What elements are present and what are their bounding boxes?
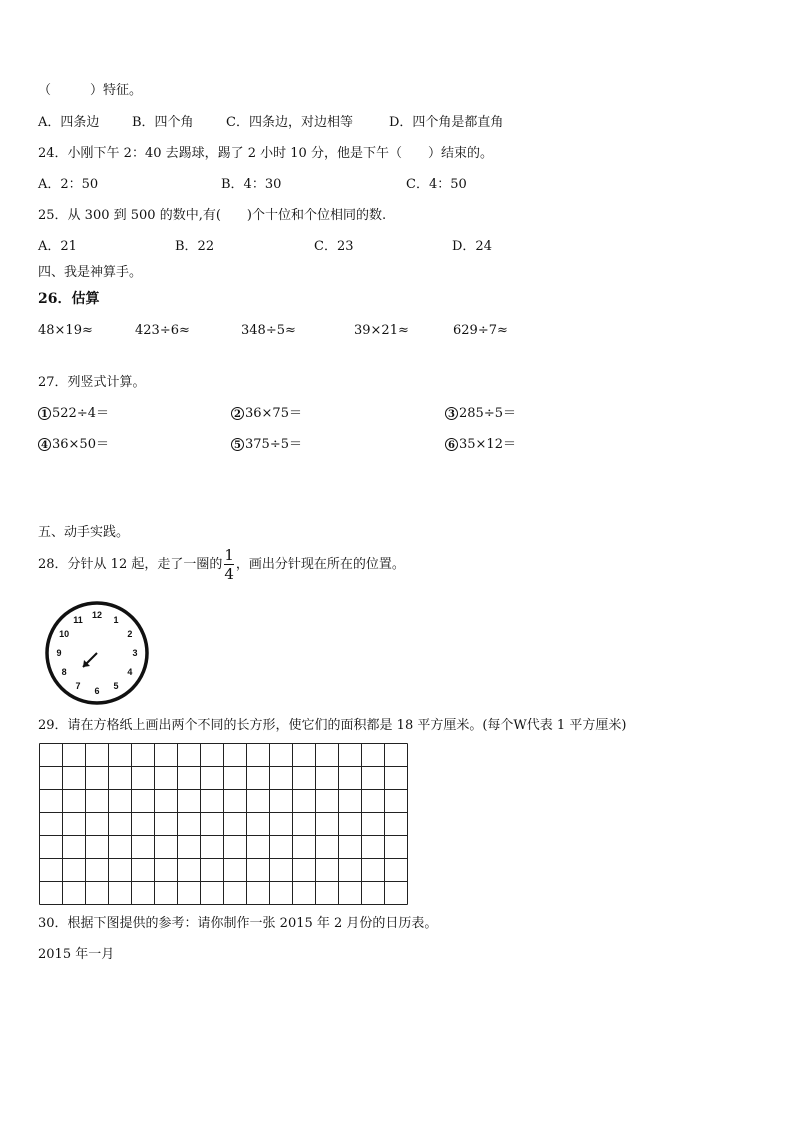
q24-option-c: C．4：50 [406, 177, 467, 192]
clock-numeral-12: 12 [91, 610, 103, 620]
q27-expr-4: 36×50＝ [52, 437, 109, 452]
q26-item-1: 48×19≈ [38, 323, 93, 338]
q27-expr-6: 35×12＝ [459, 437, 516, 452]
q26-item-4: 39×21≈ [354, 323, 409, 338]
clock-numeral-11: 11 [73, 615, 83, 626]
fraction-denominator: 4 [224, 565, 234, 583]
q26-item-5: 629÷7≈ [453, 323, 508, 338]
q26-item-2: 423÷6≈ [135, 323, 190, 338]
circled-number-5: 5 [231, 438, 244, 451]
q27-item-4 [38, 436, 109, 454]
calendar-caption: 2015 年一月 [38, 947, 115, 962]
q27-expr-5: 375÷5＝ [245, 437, 302, 452]
q27-item-1 [38, 405, 109, 423]
q29-stem: 29．请在方格纸上画出两个不同的长方形，使它们的面积都是 18 平方厘米。(每个W代表 1 平方厘米) [38, 718, 627, 733]
q27-item-3 [445, 405, 516, 423]
q23-option-c: C．四条边，对边相等 [226, 115, 353, 130]
q28-stem-before: 28．分针从 12 起，走了一圈的 [38, 557, 223, 572]
q27-title: 27．列竖式计算。 [38, 375, 146, 390]
one-quarter-fraction [224, 547, 234, 582]
q26-title: 26．估算 [38, 291, 100, 307]
clock-face [42, 598, 152, 708]
q27-expr-1: 522÷4＝ [52, 406, 109, 421]
section-5-heading: 五、动手实践。 [38, 525, 130, 540]
clock-numeral-10: 10 [59, 629, 70, 639]
q25-option-d: D．24 [452, 239, 492, 254]
clock-numeral-3: 3 [132, 648, 138, 658]
q23-option-b: B．四个角 [132, 115, 194, 130]
clock-numeral-9: 9 [56, 648, 62, 658]
clock-numeral-1: 1 [113, 615, 119, 626]
q23-option-a: A．四条边 [38, 115, 100, 130]
clock-numeral-4: 4 [127, 667, 133, 677]
circled-number-1: 1 [38, 407, 51, 420]
clock-numeral-2: 2 [127, 629, 133, 639]
section-4-heading: 四、我是神算手。 [38, 265, 143, 280]
q27-item-6 [445, 436, 516, 454]
square-grid-paper[interactable] [39, 743, 409, 907]
q23-stem-tail: （ ）特征。 [38, 83, 143, 98]
q25-option-c: C．23 [314, 239, 354, 254]
q24-stem: 24．小刚下午 2：40 去踢球，踢了 2 小时 10 分，他是下午（ ）结束的。 [38, 146, 493, 161]
circled-number-4: 4 [38, 438, 51, 451]
q26-item-3: 348÷5≈ [241, 323, 296, 338]
q25-stem: 25．从 300 到 500 的数中,有( )个十位和个位相同的数. [38, 208, 387, 223]
q27-item-2 [231, 405, 302, 423]
q30-stem: 30．根据下图提供的参考：请你制作一张 2015 年 2 月份的日历表。 [38, 916, 438, 931]
clock-numeral-7: 7 [75, 680, 81, 691]
clock-numeral-6: 6 [94, 686, 100, 696]
circled-number-3: 3 [445, 407, 458, 420]
circled-number-2: 2 [231, 407, 244, 420]
q27-item-5 [231, 436, 302, 454]
q23-option-d: D．四个角是都直角 [389, 115, 504, 130]
q24-option-a: A．2：50 [38, 177, 99, 192]
q24-option-b: B．4：30 [221, 177, 282, 192]
q25-option-a: A．21 [38, 239, 77, 254]
q28-stem [38, 545, 405, 585]
clock-numeral-5: 5 [113, 680, 119, 691]
q27-expr-2: 36×75＝ [245, 406, 302, 421]
q25-option-b: B．22 [175, 239, 215, 254]
clock-numeral-8: 8 [61, 667, 67, 677]
q27-expr-3: 285÷5＝ [459, 406, 516, 421]
q28-stem-after: ，画出分针现在所在的位置。 [235, 557, 405, 572]
fraction-numerator: 1 [224, 546, 234, 564]
circled-number-6: 6 [445, 438, 458, 451]
